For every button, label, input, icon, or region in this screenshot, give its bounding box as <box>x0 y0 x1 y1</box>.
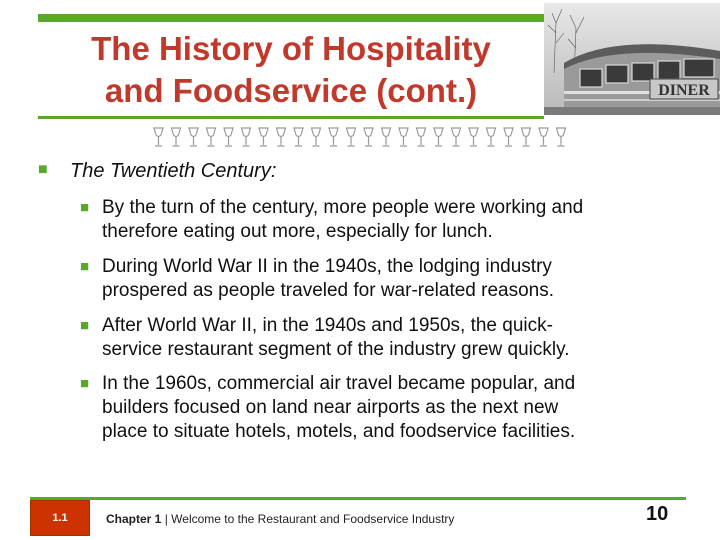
bullet-text-1a: By the turn of the century, more people were working and <box>102 197 584 218</box>
wine-glass-icon <box>207 128 216 146</box>
title-underline <box>38 116 544 119</box>
slide-title <box>38 28 544 112</box>
bullet-item-2 <box>80 255 680 303</box>
title-line-2: and Foodservice (cont.) <box>104 72 478 109</box>
wine-glass-icon <box>452 128 461 146</box>
wine-glass-icon <box>224 128 233 146</box>
wine-glass-icon <box>557 128 566 146</box>
wine-glass-icon <box>434 128 443 146</box>
wine-glass-row <box>148 124 572 150</box>
bullet-text-3b: service restaurant segment of the industry grew quickly. <box>102 339 570 360</box>
wine-glass-icon <box>189 128 198 146</box>
wine-glass-icon <box>539 128 548 146</box>
bullet-square-icon: ■ <box>80 258 90 275</box>
wine-glass-icon <box>347 128 356 146</box>
wine-glass-icon <box>504 128 513 146</box>
bullet-square-icon: ■ <box>80 375 90 392</box>
bullet-text-4a: In the 1960s, commercial air travel became popular, and <box>102 373 576 394</box>
bullet-square-icon: ■ <box>80 317 90 334</box>
chapter-title: Welcome to the Restaurant and Foodservice Industry <box>171 512 455 526</box>
bullet-item-3 <box>80 314 680 362</box>
chapter-separator: | <box>164 512 168 526</box>
wine-glass-icon <box>154 128 163 146</box>
title-line-1: The History of Hospitality <box>91 30 491 67</box>
bullet-item-4 <box>80 372 680 444</box>
bullet-text-2b: prospered as people traveled for war-related reasons. <box>102 280 555 301</box>
wine-glass-icon <box>364 128 373 146</box>
bullet-text-1b: therefore eating out more, especially for lunch. <box>102 221 493 242</box>
chapter-footer <box>106 512 454 526</box>
wine-glass-icon <box>487 128 496 146</box>
bullet-text-3a: After World War II, in the 1940s and 1950s, the quick- <box>102 315 553 336</box>
chapter-label: Chapter 1 <box>106 512 162 526</box>
wine-glass-icon <box>294 128 303 146</box>
wine-glass-icon <box>417 128 426 146</box>
bullet-text-4b: builders focused on land near airports as the next new <box>102 397 559 418</box>
heading-text: The Twentieth Century: <box>70 160 277 182</box>
wine-glass-icon <box>259 128 268 146</box>
bullet-square-icon: ■ <box>38 161 48 178</box>
footer-rule <box>30 497 686 500</box>
diner-sign-text: DINER <box>658 82 710 99</box>
wine-glass-icon <box>312 128 321 146</box>
bullet-item-1 <box>80 196 680 244</box>
wine-glass-icon <box>172 128 181 146</box>
wine-glass-icon <box>522 128 531 146</box>
diner-photo <box>544 3 720 115</box>
bullet-text-4c: place to situate hotels, motels, and foodservice facilities. <box>102 421 576 442</box>
wine-glass-icon <box>329 128 338 146</box>
wine-glass-icon <box>382 128 391 146</box>
page-number: 10 <box>646 503 669 525</box>
wine-glass-icon <box>277 128 286 146</box>
wine-glass-icon <box>469 128 478 146</box>
bullet-text-2a: During World War II in the 1940s, the lodging industry <box>102 256 552 277</box>
wine-glass-icon <box>399 128 408 146</box>
top-accent-bar <box>38 14 544 22</box>
bullet-square-icon: ■ <box>80 199 90 216</box>
slide-code-badge: 1.1 <box>30 500 90 536</box>
wine-glass-icon <box>242 128 251 146</box>
